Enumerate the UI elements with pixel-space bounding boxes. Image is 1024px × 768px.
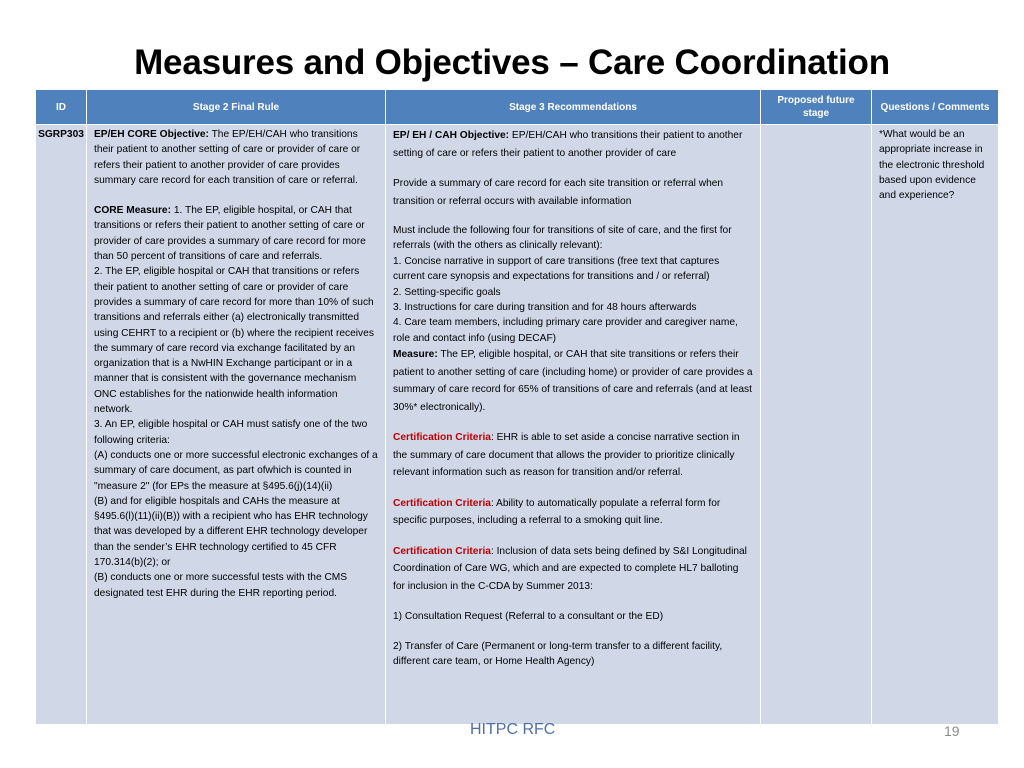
stage3-objective: EP/ EH / CAH Objective: EP/EH/CAH who transitions their patient to another setting of care or refers their patient to another provider of care [393, 130, 743, 159]
page-number: 19 [944, 723, 960, 739]
stage2-measure-3a: (A) conducts one or more successful electronic exchanges of a summary of care document, as part ofwhich is counted in "measure 2" (for EPs the measure at §495.6(j)(14)(ii) [94, 449, 378, 492]
row-id: SGRP303 [38, 129, 84, 140]
cell-stage3 [386, 125, 761, 725]
table-row [36, 125, 999, 725]
cell-questions [872, 125, 999, 725]
slide-title: Measures and Objectives – Care Coordination [134, 43, 890, 82]
header-questions: Questions / Comments [872, 90, 999, 125]
stage3-measure: Measure: The EP, eligible hospital, or CAH that site transitions or refers their patient to another setting of care (including home) or provider of care provides a summary of care record for 65% of transitions of care and referrals (and at least 30%* electronically). [393, 349, 753, 413]
stage2-objective: EP/EH CORE Objective: The EP/EH/CAH who transitions their patient to another setting of care or provider of care or refers their patient to another provider of care provides summary care record for each transition of care or referral. [94, 129, 361, 186]
stage3-sub-2: 2) Transfer of Care (Permanent or long-term transfer to a different facility, different care team, or Home Health Agency) [393, 640, 723, 668]
stage3-cert-3: Certification Criteria: Inclusion of data sets being defined by S&I Longitudinal Coordination of Care WG, which and are expected to complete HL7 balloting for inclusion in the C-CDA by Summer 2013: [393, 545, 747, 592]
header-stage2: Stage 2 Final Rule [87, 90, 386, 125]
cell-id [36, 125, 87, 725]
stage2-measure: CORE Measure: 1. The EP, eligible hospital, or CAH that transitions or refers their patient to another setting of care or provider of care provides a summary of care record for more than 50 percent of transitions of care and referrals. [94, 205, 366, 263]
header-stage3: Stage 3 Recommendations [386, 90, 761, 125]
stage3-item-4: 4. Care team members, including primary care provider and caregiver name, role and contact info (using DECAF) [393, 317, 738, 344]
stage2-measure-3b: (B) and for eligible hospitals and CAHs the measure at §495.6(l)(11)(ii)(B)) with a recipient who has EHR technology that was developed by a different EHR technology developer than the sender’s EHR technology certified to 45 CFR 170.314(b)(2); or [94, 495, 368, 569]
stage2-measure-3: 3. An EP, eligible hospital or CAH must satisfy one of the two following criteria: [94, 419, 368, 446]
stage3-item-2: 2. Setting-specific goals [393, 286, 501, 298]
header-id: ID [36, 90, 87, 125]
measures-table [35, 89, 999, 725]
cell-stage2 [87, 125, 386, 725]
table-header-row [36, 90, 999, 125]
header-future: Proposed future stage [761, 90, 872, 125]
stage3-must-include: Must include the following four for transitions of site of care, and the first for referrals (with the others as clinically relevant): [393, 225, 732, 252]
stage3-cert-1: Certification Criteria: EHR is able to set aside a concise narrative section in the summary of care document that allows the provider to prioritize clinically relevant information such as reason for transition and/or referral. [393, 432, 740, 479]
stage3-item-1: 1. Concise narrative in support of care transitions (free text that captures current care synopsis and expectations for transitions and / or referral) [393, 255, 720, 283]
footer-label: HITPC RFC [470, 721, 556, 738]
stage2-measure-3c: (B) conducts one or more successful tests with the CMS designated test EHR during the EHR reporting period. [94, 572, 348, 599]
cell-future [761, 125, 872, 725]
stage3-provide: Provide a summary of care record for each site transition or referral when transition or referral occurs with available information [393, 178, 724, 207]
questions-text: *What would be an appropriate increase in the electronic threshold based upon evidence and experience? [879, 129, 985, 202]
stage3-cert-2: Certification Criteria: Ability to automatically populate a referral form for specific purposes, including a referral to a smoking quit line. [393, 497, 721, 527]
stage2-measure-2: 2. The EP, eligible hospital or CAH that transitions or refers their patient to another setting of care or provider of care provides a summary of care record for more than 10% of such transitions and referrals either (a) electronically transmitted using CEHRT to a recipient or (b) where the recipient receives the summary of care record via exchange facilitated by an organization that is a NwHIN Exchange participant or in a manner that is consistent with the governance mechanism ONC establishes for the nationwide health information network. [94, 266, 374, 416]
stage3-sub-1: 1) Consultation Request (Referral to a consultant or the ED) [393, 611, 664, 623]
stage3-item-3: 3. Instructions for care during transition and for 48 hours afterwards [393, 302, 697, 314]
